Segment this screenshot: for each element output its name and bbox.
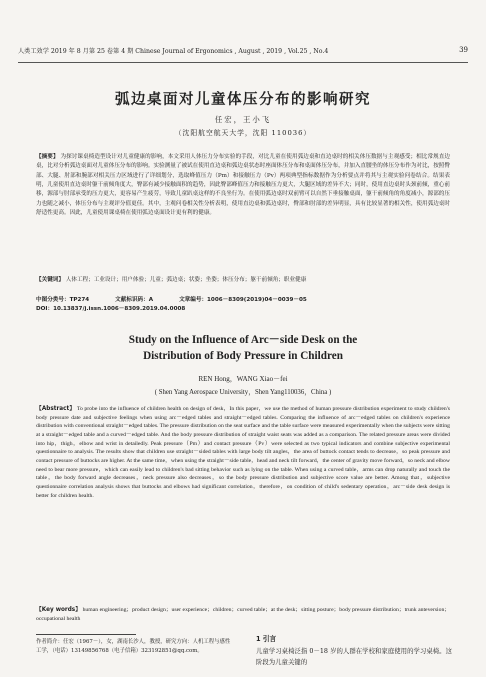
chinese-keywords-label: 【关键词】 [36, 277, 64, 283]
chinese-keywords [36, 276, 450, 294]
header-rule [18, 62, 468, 63]
english-title-line1: Study on the Influence of Arc－side Desk on the [128, 334, 358, 346]
chinese-abstract-label: 【摘要】 [36, 154, 59, 160]
english-keywords-text: human engineering；product design；user experience；children；curved table；at the desk；sitting posture；body pressure distribution；trunk anteversion；occupational health [36, 607, 450, 622]
english-authors: REN Hong，WANG Xiao－fei [198, 375, 288, 383]
chinese-abstract [36, 153, 450, 275]
english-title [0, 332, 486, 364]
english-keywords-label: 【Key words】 [36, 607, 82, 613]
chinese-affiliation: （沈阳航空航天大学，沈阳 110036） [174, 129, 312, 137]
english-abstract [36, 405, 450, 605]
english-abstract-text: To probe into the influence of children health on design of desk，In this paper，we use the method of human pressure distribution experiment to study children's body pressure date and subjective feelings when using arc－edged tables and straight－edged tables. Comparing the influence of arc－edged tables on children's experience distribution with conventional straight－edged tables. The pressure distribution on the seat surface and the table surface were measured experimentally when the subjects were sitting at a straight－edged table and a curved－edged table. And the body pressure distribution of straight waist seats was added as a comparison. The related pressure areas were divided into hip，thigh，elbow and wrist in detailedly. Peak pressure（Pm）and contact pressure（Pv）were selected as two typical indicators and combine subjective experimental questionnaire to analysis. The results show that children use straight－sided tables with large body tilt angles，the area of buttock contact tends to decrease，so peak pressure and contact pressure of buttocks are higher. At the same time，when using the straight－side table，head and neck tilt forward，the center of gravity move forward，so neck and elbow need to bear more pressure，which can easily lead to children's bad sitting behavior such as lying on the table. When using a curved table，arms can drop naturally and touch the table，the body forward angle decreases，neck pressure also decreases，so the body pressure distribution and subjective score value are better. Among that，subjective questionnaire correlation analysis shows that buttocks and elbows had significant correlation，therefore，on condition of child's sedentary operation，arc－side desk design is better for children health. [36, 406, 450, 499]
classification-row [36, 296, 450, 305]
document-code: 文献标识码：A [115, 297, 154, 303]
english-title-line2: Distribution of Body Pressure in Children [143, 350, 343, 362]
page-number: 39 [459, 46, 468, 54]
chinese-metadata [36, 296, 450, 314]
doi-row [36, 305, 450, 314]
footnote-rule [36, 634, 136, 635]
english-affiliation: ( Shen Yang Aerospace University，Shen Yang110036，China ) [154, 389, 332, 396]
chinese-title: 弧边桌面对儿童体压分布的影响研究 [115, 92, 371, 108]
doi: DOI：10.13837/j.issn.1006－8309.2019.04.0008 [36, 306, 186, 312]
chinese-keywords-text: 人体工程；工业设计；用户体验；儿童；弧边桌；状姿；坐姿；体压分布；躯干前倾角；职业健康 [65, 277, 307, 283]
english-abstract-label: 【Abstract】 [36, 406, 76, 412]
section-body: 儿童学习桌椅泛指 0－18 岁的人群在学校和家庭使用的学习桌椅。这阶段为儿童关键的 [256, 647, 452, 666]
chinese-authors: 任宏，王小飞 [214, 115, 272, 124]
author-footnote: 作者简介：任宏（1967－），女，湖南长沙人，教授，研究方向：人机工程与感性工学，（电话）13149856768（电子信箱）323192851@qq.com。 [36, 639, 231, 654]
article-id: 文章编号：1006－8309(2019)04－0039－05 [179, 297, 307, 303]
clc-number: 中图分类号：TP274 [36, 297, 90, 303]
journal-line: 人类工效学 2019 年 8 月第 25 卷第 4 期 Chinese Journal of Ergonomics , August , 2019 , Vol.25 , No.4 [18, 48, 329, 55]
english-keywords [36, 606, 450, 624]
chinese-abstract-text: 为探讨课桌椅造型设计对儿童健康的影响，本文采用人体压力分布实验的手段，对比儿童在使用弧边桌和直边桌时的相关体压数据与主观感受；相比常规直边桌，比对分析弧边桌面对儿童体压分布的影响。实验测量了被试在使用直边桌和弧边桌状态时座面体压分布和桌面体压分布，并加入直腰坐的体压分布作为对比，按照臀部、大腿、肘部和腕部对相关压力区域进行了详细划分，选取峰值压力（Pm）和接触压力（Pv）两项典型指标数据作为分析要点并将其与主观实验问卷结合。结果表明，儿童使用直边桌时躯干前倾角度大，臀部有减少接触面积的趋势，因此臀部峰值压力和接触压力更大，大腿区域的差异不大；同时，使用直边桌时头颈前倾，重心前移，源部与肘部承受的压力更大，更容易产生疲劳，导致儿童趴桌这样的不良坐行为。在使用弧边桌时双前臂可以自然下垂接触桌面，躯干前倾角的角度减小，源部的压力也随之减小，体压分布与主观评分值更佳。其中，主观问卷相关性分析表明，使用直边桌和弧边桌时，臀部和肘部的差异明显，具有比较显著的相关性，使用弧边桌时舒适性更高。因此，儿童使用课桌椅在使用弧边桌面设计更有利的健康。 [36, 154, 450, 217]
running-header [18, 46, 468, 58]
section-heading: 1 引言 [256, 635, 277, 643]
